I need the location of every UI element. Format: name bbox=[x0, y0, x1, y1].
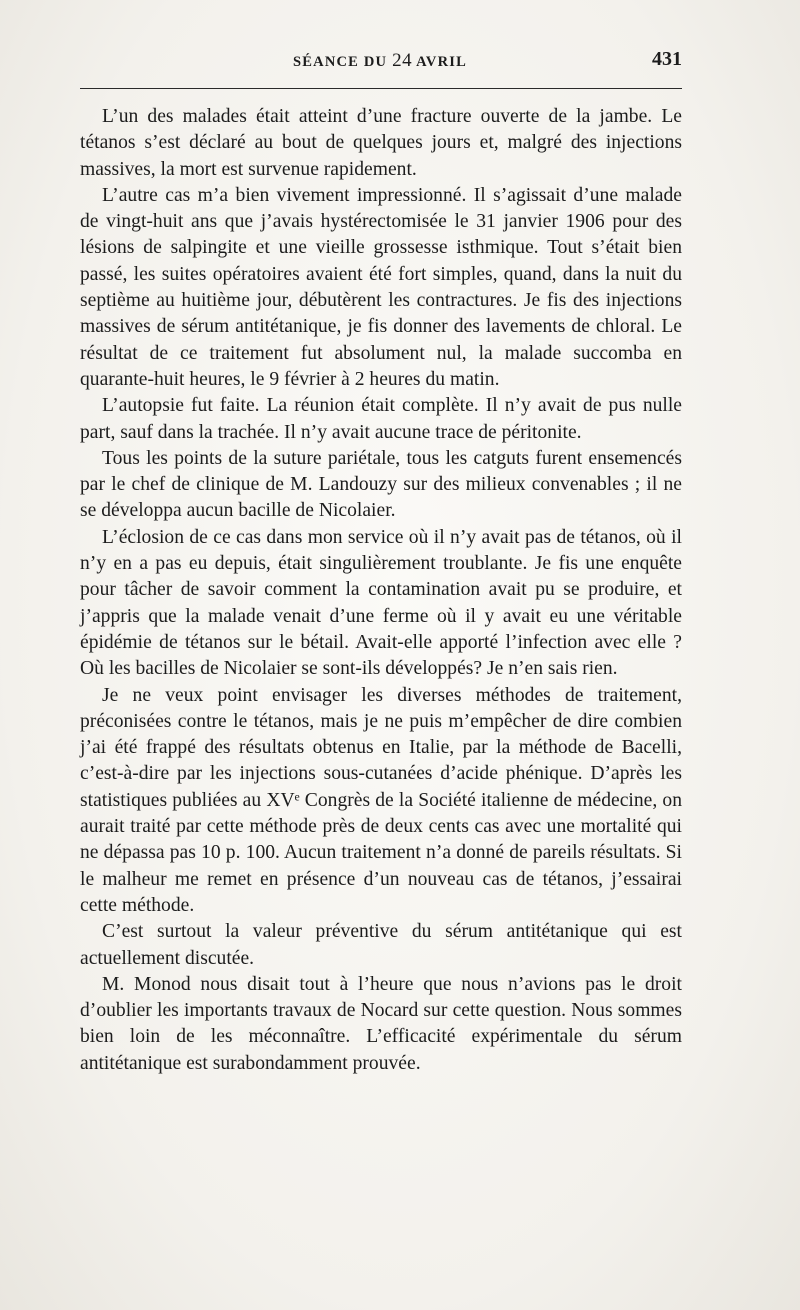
paragraph: L’autopsie fut faite. La réunion était complète. Il n’y avait de pus nulle part, sauf dans la trachée. Il n’y avait aucune trace de péritonite. bbox=[80, 395, 682, 443]
paragraph: L’un des malades était atteint d’une fracture ouverte de la jambe. Le tétanos s’est déclaré au bout de quelques jours et, malgré des injections massives, la mort est survenue rapidement. bbox=[80, 106, 682, 180]
paragraph: Je ne veux point envisager les diverses méthodes de traitement, préconisées contre le tétanos, mais je ne puis m’empêcher de dire combien j’ai été frappé des résultats obtenus en Italie, par la méthode de Bacelli, c’est-à-dire par les injections sous-cutanées d’acide phénique. D’après les statistiques publiées au XVᵉ Congrès de la Société italienne de médecine, on aurait traité par cette méthode près de deux cents cas avec une mortalité qui ne dépassa pas 10 p. 100. Aucun traitement n’a donné de pareils résultats. Si le malheur me remet en présence d’un nouveau cas de tétanos, j’essairai cette méthode. bbox=[80, 684, 682, 916]
paragraph: Tous les points de la suture pariétale, tous les catguts furent ensemencés par le chef de clinique de M. Landouzy sur des milieux convenables ; il ne se développa aucun bacille de Nicolaier. bbox=[80, 447, 682, 522]
running-title bbox=[78, 50, 682, 72]
page-header bbox=[78, 50, 682, 74]
running-title-date: 24 bbox=[392, 50, 413, 71]
body-text bbox=[80, 104, 682, 1077]
header-rule bbox=[80, 88, 682, 89]
page-number: 431 bbox=[652, 48, 682, 70]
paragraph: M. Monod nous disait tout à l’heure que nous n’avions pas le droit d’oublier les importants travaux de Nocard sur cette question. Nous sommes bien loin de les méconnaître. L’efficacité expérimentale du sérum antitétanique est surabondamment prouvée. bbox=[80, 973, 682, 1074]
paragraph: L’autre cas m’a bien vivement impressionné. Il s’agissait d’une malade de vingt-huit ans que j’avais hystérectomisée le 31 janvier 1906 pour des lésions de salpingite et une vieille grossesse isthmique. Tout s’était bien passé, les suites opératoires avaient été fort simples, quand, dans la nuit du septième au huitième jour, débutèrent les contractures. Je fis des injections massives de sérum antitétanique, je fis donner des lavements de chloral. Le résultat de ce traitement fut absolument nul, la malade succomba en quarante-huit heures, le 9 février à 2 heures du matin. bbox=[80, 184, 682, 390]
paragraph: L’éclosion de ce cas dans mon service où il n’y avait pas de tétanos, où il n’y en a pas eu depuis, était singulièrement troublante. Je fis une enquête pour tâcher de savoir comment la contamination avait pu se produire, et j’appris que la malade venait d’une ferme où il y avait eu une véritable épidémie de tétanos sur le bétail. Avait-elle apporté l’infection avec elle ? Où les bacilles de Nicolaier se sont-ils développés? Je n’en sais rien. bbox=[80, 526, 682, 680]
running-title-month: AVRIL bbox=[416, 54, 467, 70]
paragraph: C’est surtout la valeur préventive du sérum antitétanique qui est actuellement discutée. bbox=[80, 921, 682, 969]
running-title-prefix: SÉANCE DU bbox=[293, 54, 388, 70]
